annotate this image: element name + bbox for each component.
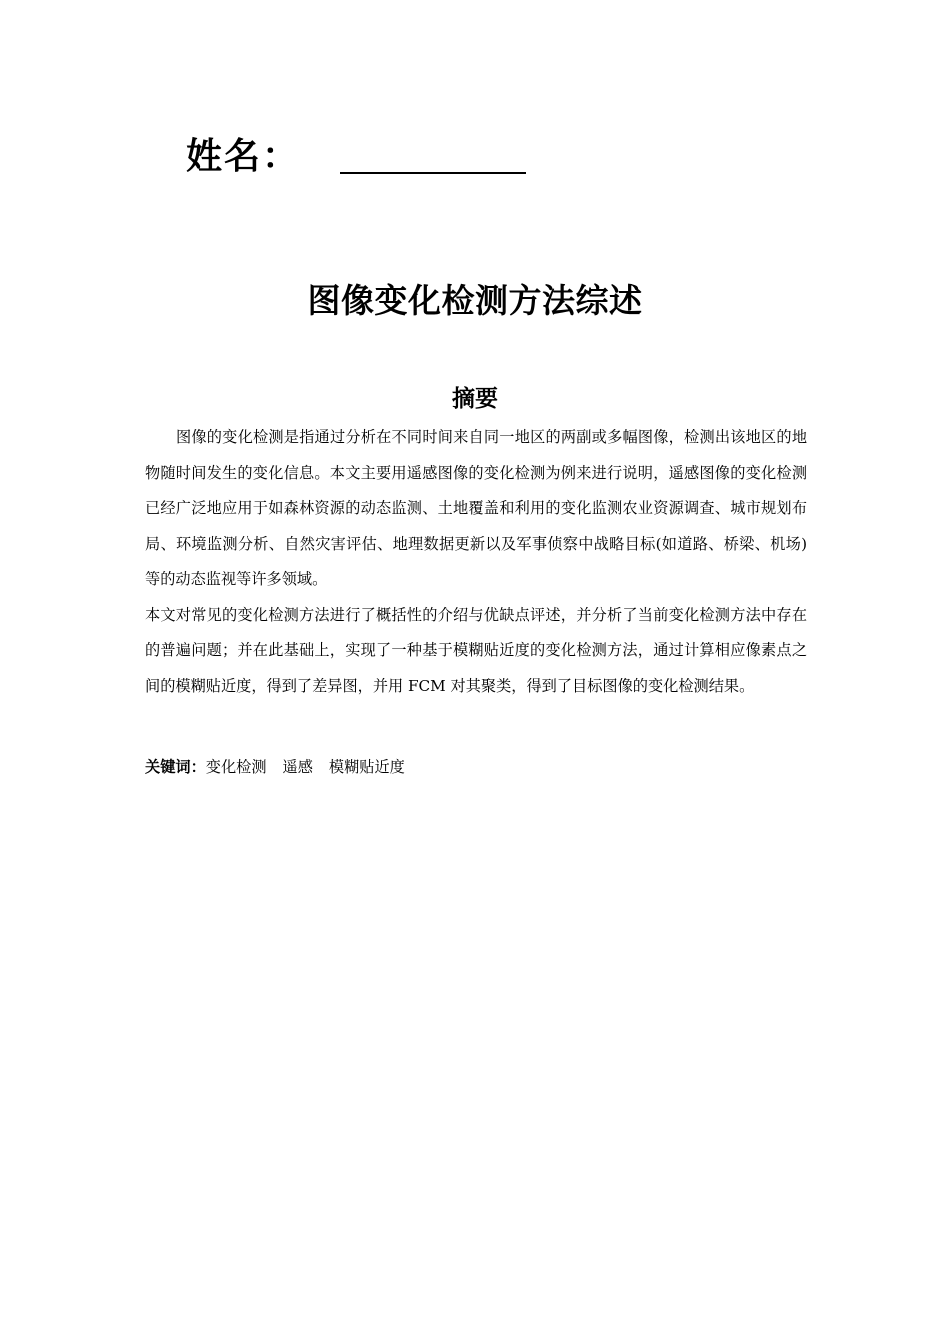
keyword-item: 变化检测: [205, 758, 267, 776]
name-label: 姓名：: [186, 135, 301, 177]
keywords-line: [145, 752, 421, 782]
abstract-heading: 摘要: [452, 386, 498, 412]
abstract-body: [145, 420, 807, 704]
keywords-label: 关键词：: [145, 758, 206, 776]
name-field: [186, 128, 526, 178]
keyword-item: 模糊贴近度: [328, 758, 405, 776]
document-title: 图像变化检测方法综述: [307, 281, 643, 320]
name-blank-line: [340, 172, 526, 174]
abstract-paragraph-2: 本文对常见的变化检测方法进行了概括性的介绍与优缺点评述，并分析了当前变化检测方法中存在的普遍问题；并在此基础上，实现了一种基于模糊贴近度的变化检测方法，通过计算相应像素点之间的模糊贴近度，得到了差异图，并用 FCM 对其聚类，得到了目标图像的变化检测结果。: [145, 605, 807, 695]
keyword-item: 遥感: [282, 758, 313, 776]
abstract-paragraph-1: 图像的变化检测是指通过分析在不同时间来自同一地区的两副或多幅图像，检测出该地区的地物随时间发生的变化信息。本文主要用遥感图像的变化检测为例来进行说明，遥感图像的变化检测已经广泛地应用于如森林资源的动态监测、土地覆盖和利用的变化监测农业资源调查、城市规划布局、环境监测分析、自然灾害评估、地理数据更新以及军事侦察中战略目标(如道路、桥梁、机场)等的动态监视等许多领域。: [145, 428, 807, 588]
